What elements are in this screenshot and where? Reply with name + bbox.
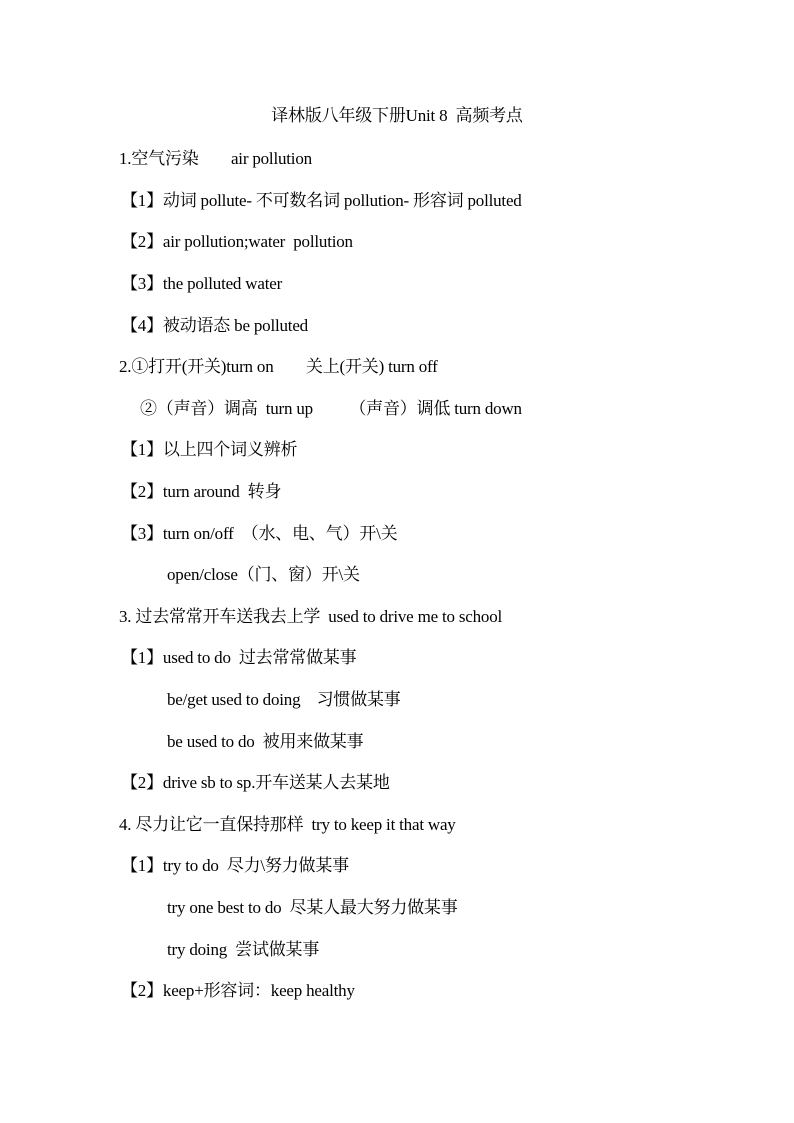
section-1-point-2: 【2】air pollution;water pollution [121,232,353,251]
section-3-heading: 3. 过去常常开车送我去上学 used to drive me to school [119,607,503,626]
section-3-point-2: 【2】drive sb to sp.开车送某人去某地 [121,773,390,792]
section-3-point-1-line-3: be used to do 被用来做某事 [167,732,364,751]
section-2-point-1: 【1】以上四个词义辨析 [121,440,298,459]
section-4-point-1: 【1】try to do 尽力\努力做某事 [121,856,349,875]
section-2-subheading: ②（声音）调高 turn up （声音）调低 turn down [140,399,522,418]
section-4-point-1-line-2: try one best to do 尽某人最大努力做某事 [167,898,458,917]
section-1-point-3: 【3】the polluted water [121,274,283,293]
section-2-point-3-continued: open/close（门、窗）开\关 [167,565,360,584]
section-2-point-2: 【2】turn around 转身 [121,482,282,501]
section-3-point-1-line-2: be/get used to doing 习惯做某事 [167,690,401,709]
section-1-heading: 1.空气污染 air pollution [119,149,312,168]
section-4-point-2: 【2】keep+形容词：keep healthy [121,981,355,1000]
section-2-point-3: 【3】turn on/off （水、电、气）开\关 [121,524,398,543]
section-1-point-4: 【4】被动语态 be polluted [121,316,308,335]
section-4-point-1-line-3: try doing 尝试做某事 [167,940,320,959]
section-1-point-1: 【1】动词 pollute- 不可数名词 pollution- 形容词 polluted [121,191,522,210]
section-4-heading: 4. 尽力让它一直保持那样 try to keep it that way [119,815,456,834]
document-title: 译林版八年级下册Unit 8 高频考点 [271,106,523,125]
section-3-point-1: 【1】used to do 过去常常做某事 [121,648,357,667]
section-2-heading: 2.①打开(开关)turn on 关上(开关) turn off [119,357,438,376]
